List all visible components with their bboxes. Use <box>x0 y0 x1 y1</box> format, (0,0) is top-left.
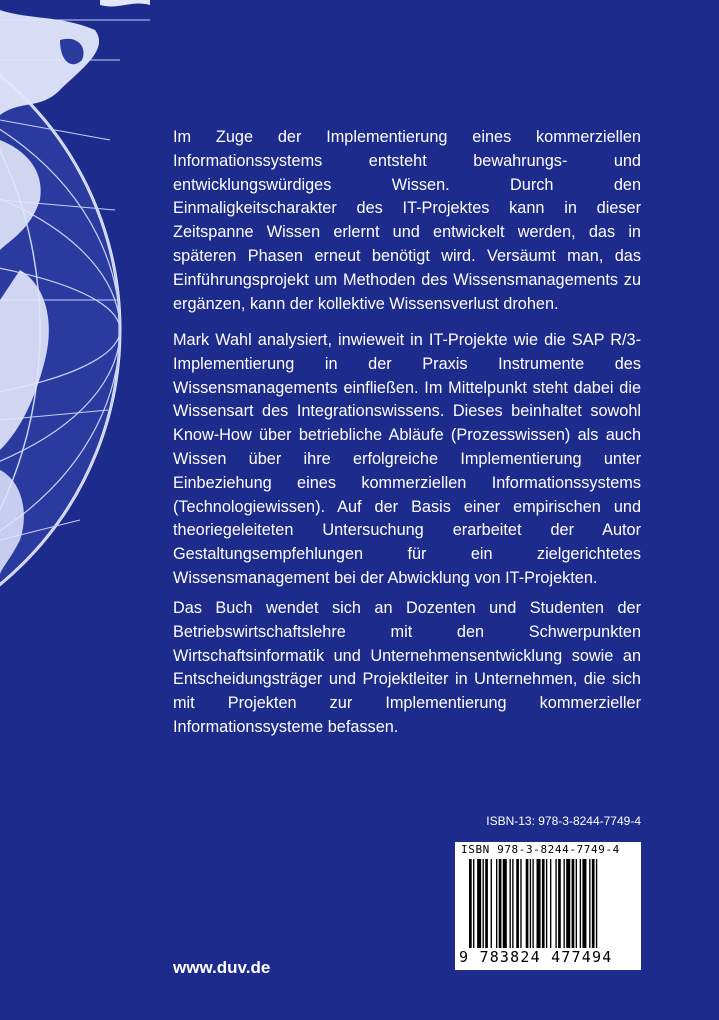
barcode-bar <box>582 859 586 951</box>
barcode-bar <box>512 859 513 951</box>
website-link[interactable]: www.duv.de <box>173 958 271 977</box>
barcode-bar <box>542 859 545 951</box>
barcode-bar <box>516 859 519 951</box>
barcode-bar <box>496 859 497 951</box>
barcode-bar <box>566 859 570 951</box>
barcode-bar <box>526 859 529 951</box>
barcode-bar <box>589 859 590 951</box>
barcode-bar <box>558 859 561 951</box>
isbn-barcode <box>455 842 641 970</box>
barcode-bar <box>555 859 556 951</box>
barcode-bar <box>576 859 577 951</box>
barcode-bar <box>564 859 565 951</box>
barcode-bar <box>530 859 531 951</box>
paragraph-author: Mark Wahl analysiert, inwieweit in IT-Projekte wie die SAP R/3-Implementierung in der Praxis Instrumente des Wissensmanagements einfließen. Im Mittelpunkt steht dabei die Wissensart des Integrationswissens. Dieses beinhaltet sowohl Know-How über betriebliche Abläufe (Prozesswissen) als auch Wissen über ihre erfolgreiche Implementierung unter Einbeziehung eines kommerziellen Informationssystems (Technologiewissen). Auf der Basis einer empirischen und theoriegeleiteten Untersuchung erarbeitet der Autor Gestaltungsempfehlungen für ein zielgerichtetes Wissensmanagement bei der Abwicklung von IT-Projekten. <box>173 331 641 587</box>
barcode-bar <box>477 859 481 951</box>
barcode-bar <box>546 859 547 951</box>
barcode-bar <box>550 859 551 951</box>
barcode-bar <box>499 859 502 951</box>
barcode-bar <box>537 859 541 951</box>
barcode-top-text: ISBN 978-3-8244-7749-4 <box>461 843 620 856</box>
barcode-bar <box>580 859 581 951</box>
barcode-bars <box>455 842 641 952</box>
globe-illustration <box>0 0 150 800</box>
barcode-bar <box>483 859 484 951</box>
isbn-label: ISBN-13: 978-3-8244-7749-4 <box>486 814 641 828</box>
barcode-bar <box>491 859 492 951</box>
paragraph-intro: Im Zuge der Implementierung eines kommerziellen Informationssystems entsteht bewahrungs- und entwicklungswürdiges Wissen. Durch den Einmaligkeitscharakter des IT-Projektes kann in dieser Zeitspanne Wissen erlernt und entwickelt werden, das in späteren Phasen erneut benötigt wird. Versäumt man, das Einführungsprojekt um Methoden des Wissensmanagements zu ergänzen, kann der kollektive Wissensverlust drohen. <box>173 128 641 313</box>
barcode-bar <box>520 859 521 951</box>
barcode-digits: 9 783824 477494 <box>459 948 637 966</box>
barcode-bar <box>503 859 507 951</box>
paragraph-audience: Das Buch wendet sich an Dozenten und Studenten der Betriebswirtschaftslehre mit den Schwerpunkten Wirtschaftsinformatik und Unternehmensentwicklung sowie an Entscheidungsträger und Projektleiter in Unternehmen, die sich mit Projekten zur Implementierung kommerzieller Informationssysteme befassen. <box>173 599 641 736</box>
barcode-bar <box>469 859 472 951</box>
barcode-bar <box>596 859 597 951</box>
barcode-bar <box>485 859 488 951</box>
barcode-bar <box>592 859 595 951</box>
barcode-bar <box>532 859 533 951</box>
barcode-bar <box>473 859 474 951</box>
barcode-bar <box>572 859 575 951</box>
barcode-bar <box>510 859 511 951</box>
